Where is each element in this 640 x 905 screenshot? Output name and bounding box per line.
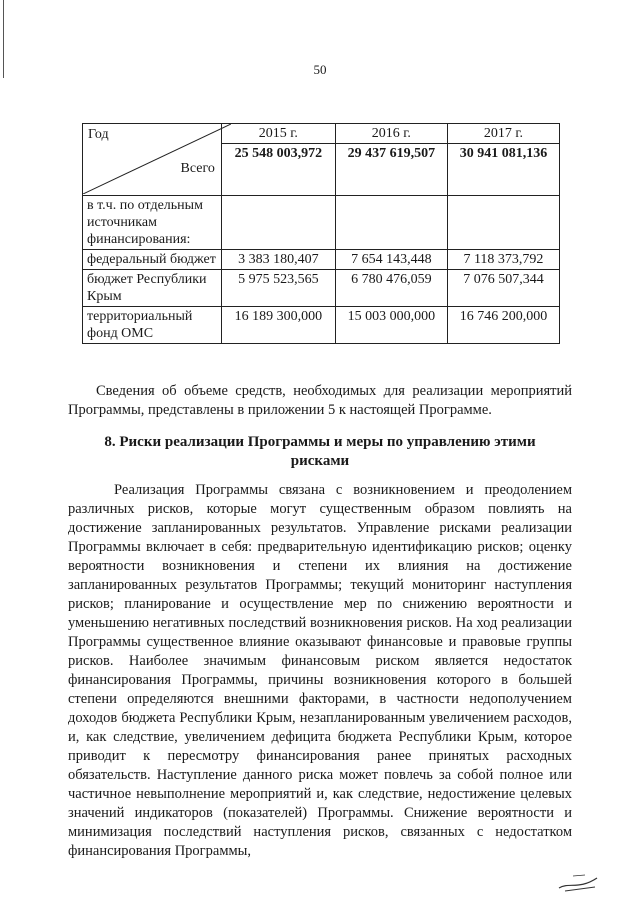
year-2017-header: 2017 г. <box>447 124 559 144</box>
table-row <box>83 250 560 270</box>
row-label: федеральный бюджет <box>83 250 222 270</box>
row-value: 7 118 373,792 <box>447 250 559 270</box>
row-value: 16 189 300,000 <box>221 307 335 344</box>
row-value <box>221 196 335 250</box>
row-value: 7 076 507,344 <box>447 270 559 307</box>
signature-mark <box>555 870 601 894</box>
row-label: территориальный фонд ОМС <box>83 307 222 344</box>
row-value: 7 654 143,448 <box>335 250 447 270</box>
row-value: 3 383 180,407 <box>221 250 335 270</box>
row-value: 15 003 000,000 <box>335 307 447 344</box>
risks-paragraph: Реализация Программы связана с возникновением и преодолением различных рисков, которые могут существенным образом повлиять на достижение запланированных результатов. Управление рисками реализации Программы включает в себя: предварительную идентификацию рисков; оценку вероятности возникновения и степени их влияния на достижение запланированных результатов Программы; текущий мониторинг наступления рисков; планирование и осуществление мер по снижению вероятности и уменьшению негативных последствий возникновения рисков. На ход реализации Программы существенное влияние оказывают финансовые и правовые группы рисков. Наиболее значимым финансовым риском является недостаток финансирования Программы, причины возникновения которого в большей степени определяются внешними факторами, в частности недополучением доходов бюджета Республики Крым, незапланированным увеличением расходов, и, как следствие, увеличением дефицита бюджета Республики Крым, которое приводит к пересмотру финансирования ранее принятых расходных обязательств. Наступление данного риска может повлечь за собой полное или частичное невыполнение мероприятий и, как следствие, недостижение целевых значений индикаторов (показателей) Программы. Снижение вероятности и минимизация последствий наступления рисков, связанных с недостатком финансирования Программы, <box>68 482 572 859</box>
row-label: в т.ч. по отдельным источникам финансирования: <box>83 196 222 250</box>
row-value: 6 780 476,059 <box>335 270 447 307</box>
section-heading: 8. Риски реализации Программы и меры по управлению этими рисками <box>104 434 536 469</box>
financing-table <box>82 123 560 344</box>
table-row <box>83 270 560 307</box>
table-row <box>83 307 560 344</box>
total-2015: 25 548 003,972 <box>221 144 335 196</box>
table-row <box>83 196 560 250</box>
total-2017: 30 941 081,136 <box>447 144 559 196</box>
page-number: 50 <box>313 62 327 77</box>
total-header-label: Всего <box>180 161 215 176</box>
year-header-label: Год <box>88 127 109 142</box>
year-2015-header: 2015 г. <box>221 124 335 144</box>
row-value <box>447 196 559 250</box>
row-label: бюджет Республики Крым <box>83 270 222 307</box>
row-value: 16 746 200,000 <box>447 307 559 344</box>
row-value: 5 975 523,565 <box>221 270 335 307</box>
total-2016: 29 437 619,507 <box>335 144 447 196</box>
row-value <box>335 196 447 250</box>
funding-reference-paragraph: Сведения об объеме средств, необходимых для реализации мероприятий Программы, представлены в приложении 5 к настоящей Программе. <box>68 383 572 418</box>
year-2016-header: 2016 г. <box>335 124 447 144</box>
diagonal-header-cell <box>83 124 222 196</box>
table-header-row <box>83 124 560 144</box>
